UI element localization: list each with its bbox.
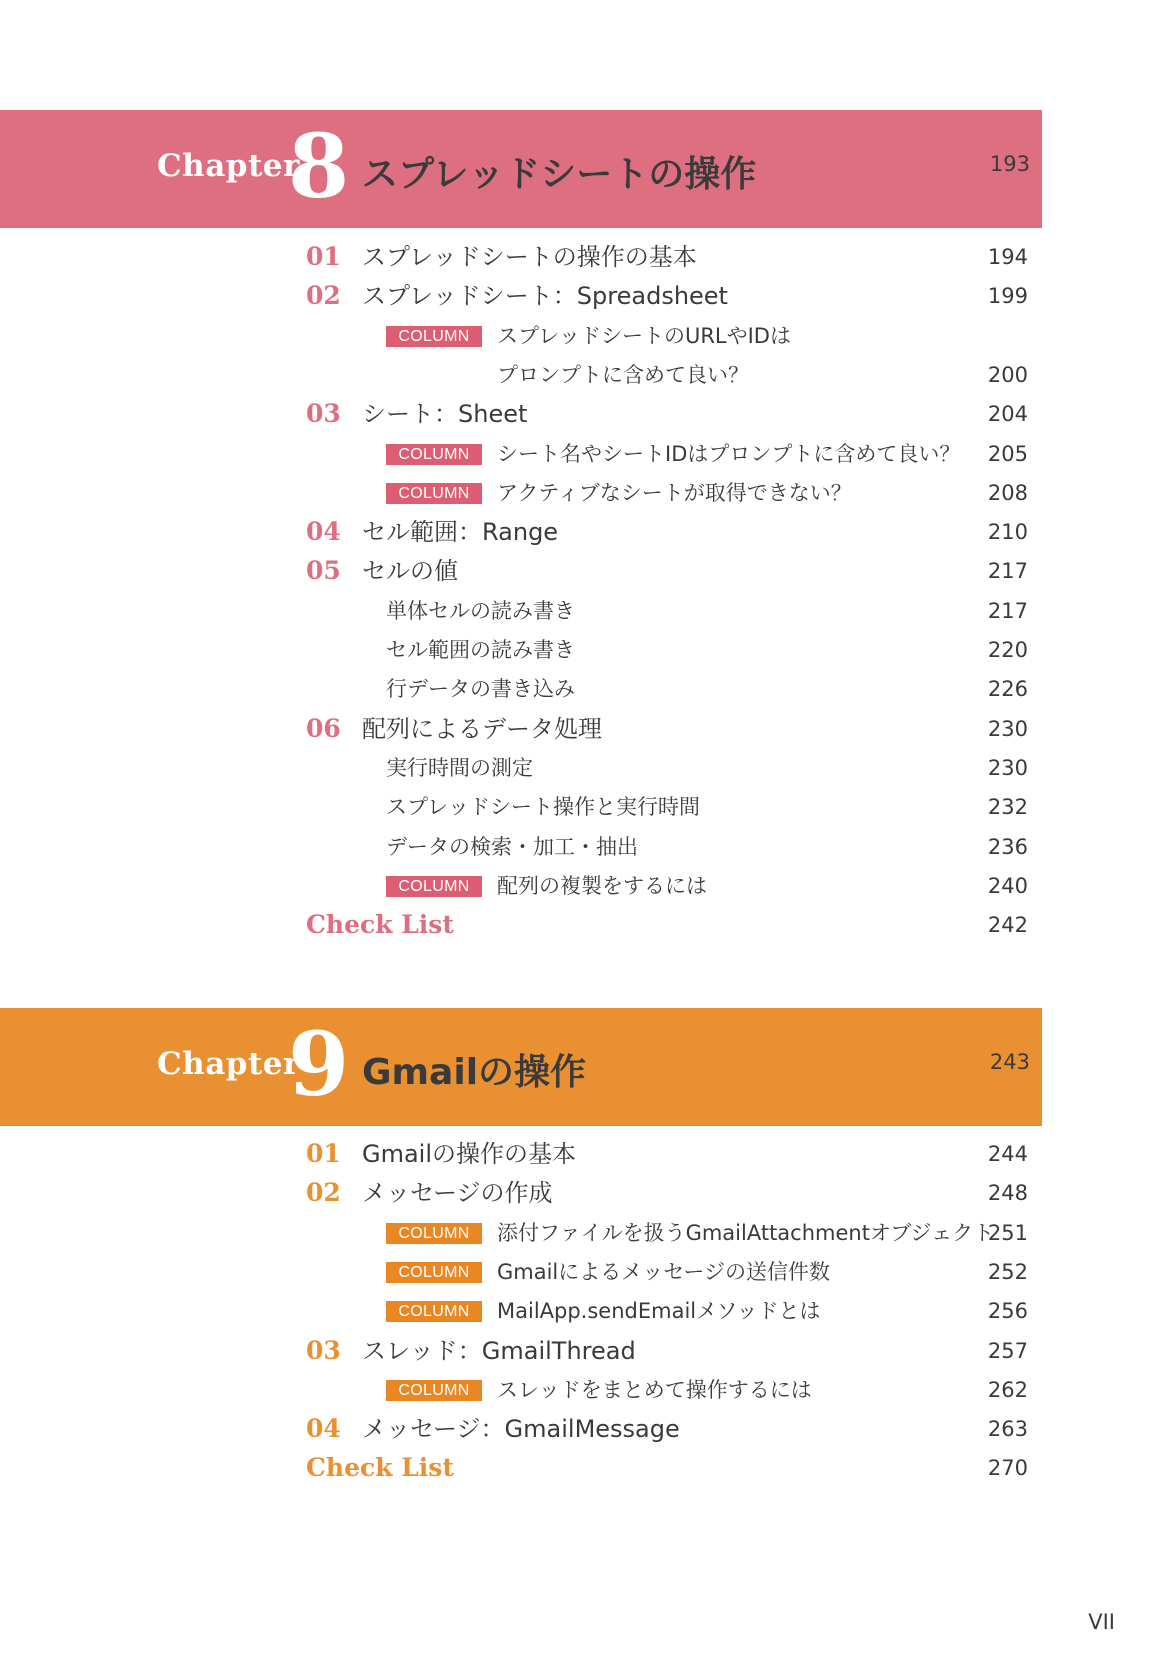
column-title: シート名やシートIDはプロンプトに含めて良い？	[497, 441, 961, 466]
page-number: 199	[987, 284, 1028, 309]
toc-entry-column[interactable]	[0, 317, 1165, 355]
page-number: 248	[987, 1181, 1028, 1206]
column-title: スレッドをまとめて操作するには	[497, 1377, 812, 1402]
subsection-title: セル範囲の読み書き	[386, 638, 575, 662]
page-number: 200	[987, 362, 1028, 387]
chapter-page: 193	[989, 152, 1030, 176]
subsection-title: 単体セルの読み書き	[386, 598, 575, 623]
page-number: 236	[987, 834, 1028, 859]
toc-entry-section[interactable]	[0, 238, 1165, 276]
toc-entry-section[interactable]	[0, 1410, 1165, 1448]
toc-entry-check[interactable]	[0, 906, 1165, 944]
page-number: 226	[987, 677, 1028, 702]
column-badge: COLUMN	[386, 444, 482, 465]
column-badge: COLUMN	[386, 876, 482, 897]
toc-entry-section[interactable]	[0, 1332, 1165, 1370]
page-number: 230	[987, 716, 1028, 741]
section-number: 01	[306, 242, 341, 271]
toc-entry-column[interactable]	[0, 435, 1165, 473]
column-badge: COLUMN	[386, 483, 482, 504]
section-title: シート：Sheet	[362, 400, 528, 429]
page-number: 208	[987, 480, 1028, 505]
chapter-title[interactable]: スプレッドシートの操作	[362, 154, 757, 195]
toc-entry-check[interactable]	[0, 1449, 1165, 1487]
toc-entry-section[interactable]	[0, 1135, 1165, 1173]
toc-entry-section[interactable]	[0, 1174, 1165, 1212]
chapter-title[interactable]: Gmailの操作	[362, 1052, 587, 1093]
toc-entry-column[interactable]	[0, 1253, 1165, 1291]
page-number: 270	[987, 1456, 1028, 1481]
toc-entry-section[interactable]	[0, 552, 1165, 590]
page-number: 263	[987, 1417, 1028, 1442]
column-title: アクティブなシートが取得できない？	[497, 480, 852, 505]
column-badge: COLUMN	[386, 1262, 482, 1283]
page-number: 256	[987, 1299, 1028, 1324]
section-number: 06	[306, 713, 341, 743]
toc-entry-sub[interactable]	[0, 592, 1165, 630]
chapter-9-header	[0, 1008, 1042, 1126]
column-title: 添付ファイルを扱うGmailAttachmentオブジェクト	[497, 1220, 995, 1245]
section-number: 01	[306, 1139, 341, 1168]
page-number: 210	[987, 520, 1028, 545]
page-number: 240	[987, 873, 1028, 898]
section-title: Gmailの操作の基本	[362, 1140, 577, 1168]
chapter-8-header	[0, 110, 1042, 228]
column-title-continued: プロンプトに含めて良い？	[497, 362, 749, 387]
subsection-title: スプレッドシート操作と実行時間	[386, 795, 700, 820]
section-number: 04	[306, 1414, 341, 1444]
column-badge: COLUMN	[386, 1223, 482, 1244]
section-number: 02	[306, 281, 341, 311]
column-title: MailApp.sendEmailメソッドとは	[497, 1299, 821, 1324]
page-number: 257	[987, 1338, 1028, 1363]
page-number: 205	[987, 441, 1028, 466]
page-number: 251	[987, 1220, 1028, 1245]
column-badge: COLUMN	[386, 1380, 482, 1401]
check-list-title: Check List	[306, 910, 454, 940]
page-number: 204	[987, 402, 1028, 427]
check-list-title: Check List	[306, 1453, 454, 1483]
column-badge: COLUMN	[386, 326, 482, 347]
column-badge: COLUMN	[386, 1301, 482, 1322]
toc-entry-column[interactable]	[0, 474, 1165, 512]
toc-entry-section[interactable]	[0, 277, 1165, 315]
toc-entry-sub[interactable]	[0, 788, 1165, 826]
page-folio: VII	[1088, 1610, 1115, 1634]
section-title: 配列によるデータ処理	[362, 714, 602, 743]
column-title: 配列の複製をするには	[497, 873, 707, 898]
toc-entry-sub[interactable]	[0, 631, 1165, 669]
subsection-title: 行データの書き込み	[386, 677, 575, 702]
toc-entry-section[interactable]	[0, 513, 1165, 551]
page-number: 220	[987, 638, 1028, 662]
page-number: 244	[987, 1142, 1028, 1166]
toc-entry-column[interactable]	[0, 1214, 1165, 1252]
subsection-title: データの検索・加工・抽出	[386, 834, 638, 859]
page-number: 232	[987, 795, 1028, 820]
page-number: 230	[987, 755, 1028, 780]
chapter-page: 243	[989, 1050, 1030, 1074]
section-title: スプレッドシートの操作の基本	[362, 243, 697, 271]
toc-entry-sub[interactable]	[0, 670, 1165, 708]
toc-entry-column-cont[interactable]	[0, 356, 1165, 394]
section-title: セル範囲：Range	[362, 518, 559, 547]
chapter-number: 8	[288, 114, 350, 218]
section-title: スレッド：GmailThread	[362, 1336, 636, 1365]
section-title: スプレッドシート：Spreadsheet	[362, 282, 728, 311]
section-number: 04	[306, 517, 341, 547]
page-number: 242	[987, 913, 1028, 938]
column-title: スプレッドシートのURLやIDは	[497, 323, 791, 348]
toc-entry-column[interactable]	[0, 1292, 1165, 1330]
toc-entry-section[interactable]	[0, 395, 1165, 433]
section-number: 05	[306, 556, 341, 586]
section-title: メッセージの作成	[362, 1179, 553, 1208]
page-number: 194	[987, 245, 1028, 269]
section-title: メッセージ：GmailMessage	[362, 1415, 680, 1444]
toc-entry-column[interactable]	[0, 867, 1165, 905]
chapter-word: Chapter	[157, 148, 300, 184]
section-number: 03	[306, 1335, 341, 1365]
toc-entry-column[interactable]	[0, 1371, 1165, 1409]
page-number: 217	[987, 598, 1028, 623]
chapter-word: Chapter	[157, 1046, 300, 1082]
section-number: 02	[306, 1178, 341, 1208]
toc-entry-sub[interactable]	[0, 828, 1165, 866]
page-number: 262	[987, 1377, 1028, 1402]
section-title: セルの値	[362, 557, 458, 586]
subsection-title: 実行時間の測定	[386, 755, 533, 780]
page-number: 217	[987, 559, 1028, 584]
toc-entry-sub[interactable]	[0, 749, 1165, 787]
toc-entry-section[interactable]	[0, 710, 1165, 748]
section-number: 03	[306, 399, 341, 429]
column-title: Gmailによるメッセージの送信件数	[497, 1259, 831, 1284]
chapter-number: 9	[288, 1012, 350, 1116]
page-number: 252	[987, 1259, 1028, 1284]
